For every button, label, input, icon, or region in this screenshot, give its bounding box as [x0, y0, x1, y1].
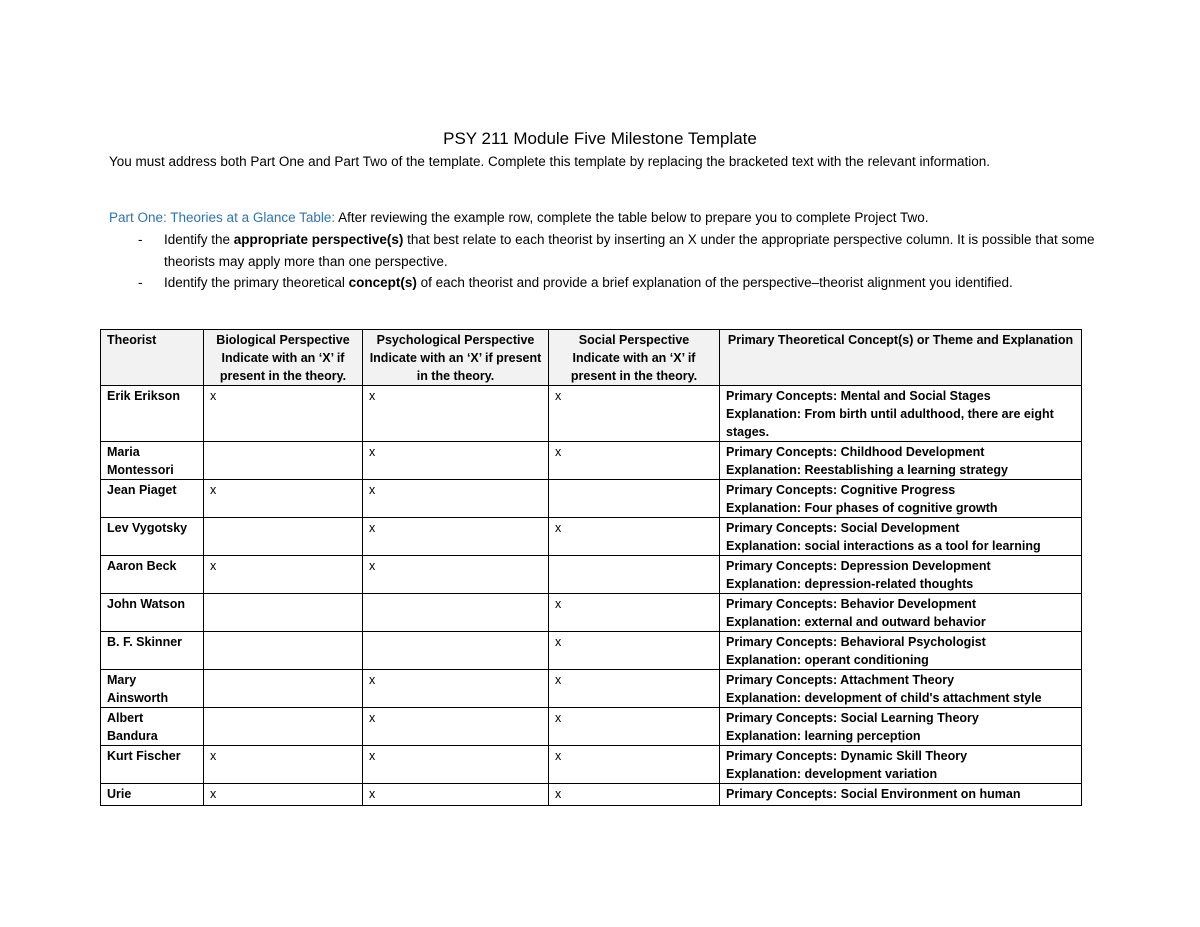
table-row: [101, 746, 1082, 784]
concept-explanation: Explanation: development variation: [726, 767, 938, 781]
primary-concept: Primary Concepts: Cognitive Progress: [726, 483, 956, 497]
table-row: [101, 386, 1082, 442]
social-cell: x: [549, 708, 720, 746]
social-cell: x: [549, 670, 720, 708]
primary-concept: Primary Concepts: Social Learning Theory: [726, 711, 979, 725]
table-row: [101, 670, 1082, 708]
bullet-text: Identify the: [164, 232, 234, 247]
theorist-cell: Erik Erikson: [101, 386, 204, 442]
biological-cell: x: [204, 556, 363, 594]
psychological-cell: x: [363, 480, 549, 518]
primary-concept: Primary Concepts: Mental and Social Stages: [726, 389, 991, 403]
psychological-cell: x: [363, 670, 549, 708]
social-cell: x: [549, 442, 720, 480]
social-cell: [549, 480, 720, 518]
primary-concept: Primary Concepts: Childhood Development: [726, 445, 985, 459]
primary-concept: Primary Concepts: Depression Development: [726, 559, 991, 573]
header-social: [549, 330, 720, 386]
primary-concept: Primary Concepts: Social Development: [726, 521, 960, 535]
psychological-cell: x: [363, 708, 549, 746]
table-row: [101, 518, 1082, 556]
biological-cell: x: [204, 746, 363, 784]
concept-explanation: Explanation: operant conditioning: [726, 653, 929, 667]
biological-cell: [204, 708, 363, 746]
concept-cell: [720, 632, 1082, 670]
concept-cell: [720, 594, 1082, 632]
theorist-cell: Lev Vygotsky: [101, 518, 204, 556]
bullet-emphasis: concept(s): [348, 275, 417, 290]
psychological-cell: x: [363, 556, 549, 594]
theorist-cell: Albert Bandura: [101, 708, 204, 746]
theorist-cell: B. F. Skinner: [101, 632, 204, 670]
header-concept: Primary Theoretical Concept(s) or Theme and Explanation: [720, 330, 1082, 386]
part-one-heading: Part One: Theories at a Glance Table:: [109, 210, 336, 225]
biological-cell: [204, 670, 363, 708]
concept-cell: [720, 556, 1082, 594]
social-cell: x: [549, 386, 720, 442]
table-row: [101, 442, 1082, 480]
theorist-cell: Jean Piaget: [101, 480, 204, 518]
header-theorist: Theorist: [101, 330, 204, 386]
psychological-cell: x: [363, 442, 549, 480]
header-subtitle: Indicate with an ‘X’ if present in the theory.: [570, 351, 698, 383]
part-one-instruction: After reviewing the example row, complete the table below to prepare you to complete Project Two.: [335, 210, 929, 225]
concept-cell: [720, 670, 1082, 708]
header-biological: [204, 330, 363, 386]
biological-cell: [204, 518, 363, 556]
social-cell: x: [549, 594, 720, 632]
biological-cell: x: [204, 784, 363, 806]
theorist-cell: John Watson: [101, 594, 204, 632]
psychological-cell: [363, 632, 549, 670]
bullet-dash: -: [138, 275, 143, 290]
page-title: PSY 211 Module Five Milestone Template: [443, 129, 757, 148]
table-row: [101, 594, 1082, 632]
primary-concept: Primary Concepts: Social Environment on human: [726, 787, 1021, 801]
theorist-cell: Maria Montessori: [101, 442, 204, 480]
table-header-row: [101, 330, 1082, 386]
bullet-dash: -: [138, 232, 143, 247]
social-cell: [549, 556, 720, 594]
psychological-cell: [363, 594, 549, 632]
table-row: [101, 708, 1082, 746]
table-row: [101, 632, 1082, 670]
bullet-text: of each theorist and provide a brief explanation of the perspective–theorist alignment you identified.: [416, 275, 1013, 290]
header-psychological: [363, 330, 549, 386]
concept-cell: [720, 784, 1082, 806]
concept-cell: [720, 480, 1082, 518]
theorist-cell: Mary Ainsworth: [101, 670, 204, 708]
social-cell: x: [549, 784, 720, 806]
social-cell: x: [549, 632, 720, 670]
table-row: [101, 784, 1082, 806]
theorist-cell: Aaron Beck: [101, 556, 204, 594]
biological-cell: [204, 594, 363, 632]
psychological-cell: x: [363, 746, 549, 784]
part-one-paragraph: [109, 207, 1109, 229]
concept-cell: [720, 518, 1082, 556]
theorist-cell: Kurt Fischer: [101, 746, 204, 784]
primary-concept: Primary Concepts: Attachment Theory: [726, 673, 955, 687]
concept-explanation: Explanation: social interactions as a tool for learning: [726, 539, 1041, 553]
social-cell: x: [549, 746, 720, 784]
bullet-emphasis: appropriate perspective(s): [233, 232, 404, 247]
header-title: Social Perspective: [578, 333, 690, 347]
concept-cell: [720, 708, 1082, 746]
psychological-cell: x: [363, 518, 549, 556]
list-item: [109, 272, 1109, 294]
concept-cell: [720, 746, 1082, 784]
list-item: [109, 229, 1109, 272]
table-row: [101, 556, 1082, 594]
psychological-cell: x: [363, 784, 549, 806]
concept-explanation: Explanation: depression-related thoughts: [726, 577, 974, 591]
biological-cell: x: [204, 386, 363, 442]
concept-explanation: Explanation: development of child's attachment style: [726, 691, 1042, 705]
theorist-cell: Urie: [101, 784, 204, 806]
bullet-text: Identify the primary theoretical: [164, 275, 349, 290]
concept-cell: [720, 442, 1082, 480]
instruction-list: [109, 229, 1109, 294]
concept-explanation: Explanation: external and outward behavior: [726, 615, 986, 629]
header-subtitle: Indicate with an ‘X’ if present in the theory.: [369, 351, 542, 383]
theories-table: [100, 329, 1082, 806]
header-title: Biological Perspective: [216, 333, 350, 347]
social-cell: x: [549, 518, 720, 556]
concept-explanation: Explanation: Reestablishing a learning strategy: [726, 463, 1009, 477]
bullet-text: that best relate to each theorist by inserting an X under the appropriate perspective column. It is possible that some theorists may apply more than one perspective.: [164, 232, 1095, 269]
header-subtitle: Indicate with an ‘X’ if present in the theory.: [219, 351, 347, 383]
table-row: [101, 480, 1082, 518]
biological-cell: [204, 632, 363, 670]
concept-explanation: Explanation: learning perception: [726, 729, 921, 743]
psychological-cell: x: [363, 386, 549, 442]
concept-explanation: Explanation: From birth until adulthood, there are eight stages.: [726, 407, 1054, 439]
primary-concept: Primary Concepts: Dynamic Skill Theory: [726, 749, 968, 763]
biological-cell: [204, 442, 363, 480]
concept-cell: [720, 386, 1082, 442]
concept-explanation: Explanation: Four phases of cognitive growth: [726, 501, 998, 515]
primary-concept: Primary Concepts: Behavioral Psychologist: [726, 635, 986, 649]
intro-paragraph: You must address both Part One and Part Two of the template. Complete this template by replacing the bracketed text with the relevant information.: [109, 154, 990, 169]
primary-concept: Primary Concepts: Behavior Development: [726, 597, 977, 611]
biological-cell: x: [204, 480, 363, 518]
table-body: [101, 386, 1082, 806]
header-title: Psychological Perspective: [376, 333, 535, 347]
